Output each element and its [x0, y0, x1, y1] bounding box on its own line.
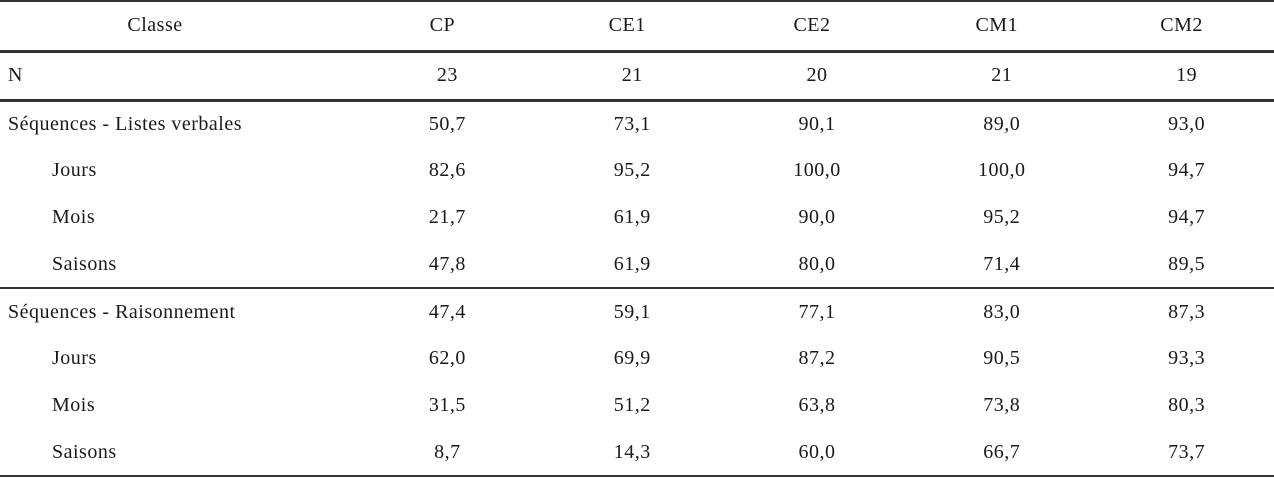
- table-cell: 61,9: [535, 241, 720, 288]
- row-label: Mois: [52, 206, 96, 228]
- table-header-row: [0, 1, 1274, 51]
- table-cell: 73,8: [983, 394, 1021, 416]
- table-cell: 8,7: [350, 429, 535, 476]
- table-cell: 93,0: [1168, 112, 1206, 135]
- header-label-classe: Classe: [0, 1, 350, 51]
- row-label: Jours: [52, 347, 97, 369]
- table-row: [0, 241, 1274, 288]
- header-column-cm1: CM1: [904, 1, 1089, 51]
- table-cell: 95,2: [983, 206, 1021, 228]
- row-label: Mois: [52, 394, 96, 416]
- table-cell: 95,2: [613, 159, 651, 181]
- header-column-cm2: CM2: [1089, 1, 1274, 51]
- table-row-group-heading: [0, 288, 1274, 335]
- table-cell: 77,1: [798, 300, 836, 323]
- table-cell: 87,2: [798, 347, 836, 369]
- table-cell: 14,3: [535, 429, 720, 476]
- table-row: [0, 382, 1274, 429]
- row-label: Saisons: [0, 241, 350, 288]
- row-label: N: [0, 51, 350, 100]
- row-label: Jours: [52, 159, 97, 181]
- table-cell: 73,1: [613, 112, 651, 135]
- table-cell: 82,6: [428, 159, 466, 181]
- table-cell: 89,0: [983, 112, 1021, 135]
- table-cell: 19: [1089, 51, 1274, 100]
- table-cell: 94,7: [1168, 159, 1206, 181]
- table-cell: 50,7: [428, 112, 466, 135]
- table-cell: 61,9: [613, 206, 651, 228]
- table-row: [0, 194, 1274, 241]
- table-cell: 47,8: [350, 241, 535, 288]
- table-cell: 83,0: [983, 300, 1021, 323]
- table-cell: 31,5: [428, 394, 466, 416]
- table-cell: 87,3: [1168, 300, 1206, 323]
- table-cell: 100,0: [793, 159, 841, 181]
- table-cell: 21: [904, 51, 1089, 100]
- table-cell: 93,3: [1168, 347, 1206, 369]
- table-cell: 66,7: [904, 429, 1089, 476]
- table-cell: 21: [535, 51, 720, 100]
- table-cell: 94,7: [1168, 206, 1206, 228]
- table-cell: 71,4: [904, 241, 1089, 288]
- table-row-n: [0, 51, 1274, 100]
- table-row: [0, 429, 1274, 476]
- table-cell: 23: [350, 51, 535, 100]
- table-cell: 59,1: [613, 300, 651, 323]
- table-cell: 90,5: [983, 347, 1021, 369]
- table-cell: 21,7: [428, 206, 466, 228]
- row-label: Saisons: [0, 429, 350, 476]
- table-cell: 20: [720, 51, 905, 100]
- header-column-ce2: CE2: [720, 1, 905, 51]
- table-cell: 63,8: [798, 394, 836, 416]
- table-row-group-heading: [0, 100, 1274, 147]
- header-column-cp: CP: [350, 1, 535, 51]
- table-cell: 100,0: [978, 159, 1026, 181]
- table-cell: 62,0: [428, 347, 466, 369]
- table-cell: 90,1: [798, 112, 836, 135]
- table-cell: 90,0: [798, 206, 836, 228]
- table-cell: 69,9: [613, 347, 651, 369]
- group-label: Séquences - Listes verbales: [8, 112, 242, 135]
- header-column-ce1: CE1: [535, 1, 720, 51]
- table-row: [0, 147, 1274, 194]
- table-cell: 73,7: [1089, 429, 1274, 476]
- group-label: Séquences - Raisonnement: [8, 300, 236, 323]
- table-row: [0, 335, 1274, 382]
- table-cell: 47,4: [428, 300, 466, 323]
- table-cell: 80,3: [1168, 394, 1206, 416]
- table-cell: 80,0: [720, 241, 905, 288]
- table-cell: 89,5: [1089, 241, 1274, 288]
- table-cell: 60,0: [720, 429, 905, 476]
- table-cell: 51,2: [613, 394, 651, 416]
